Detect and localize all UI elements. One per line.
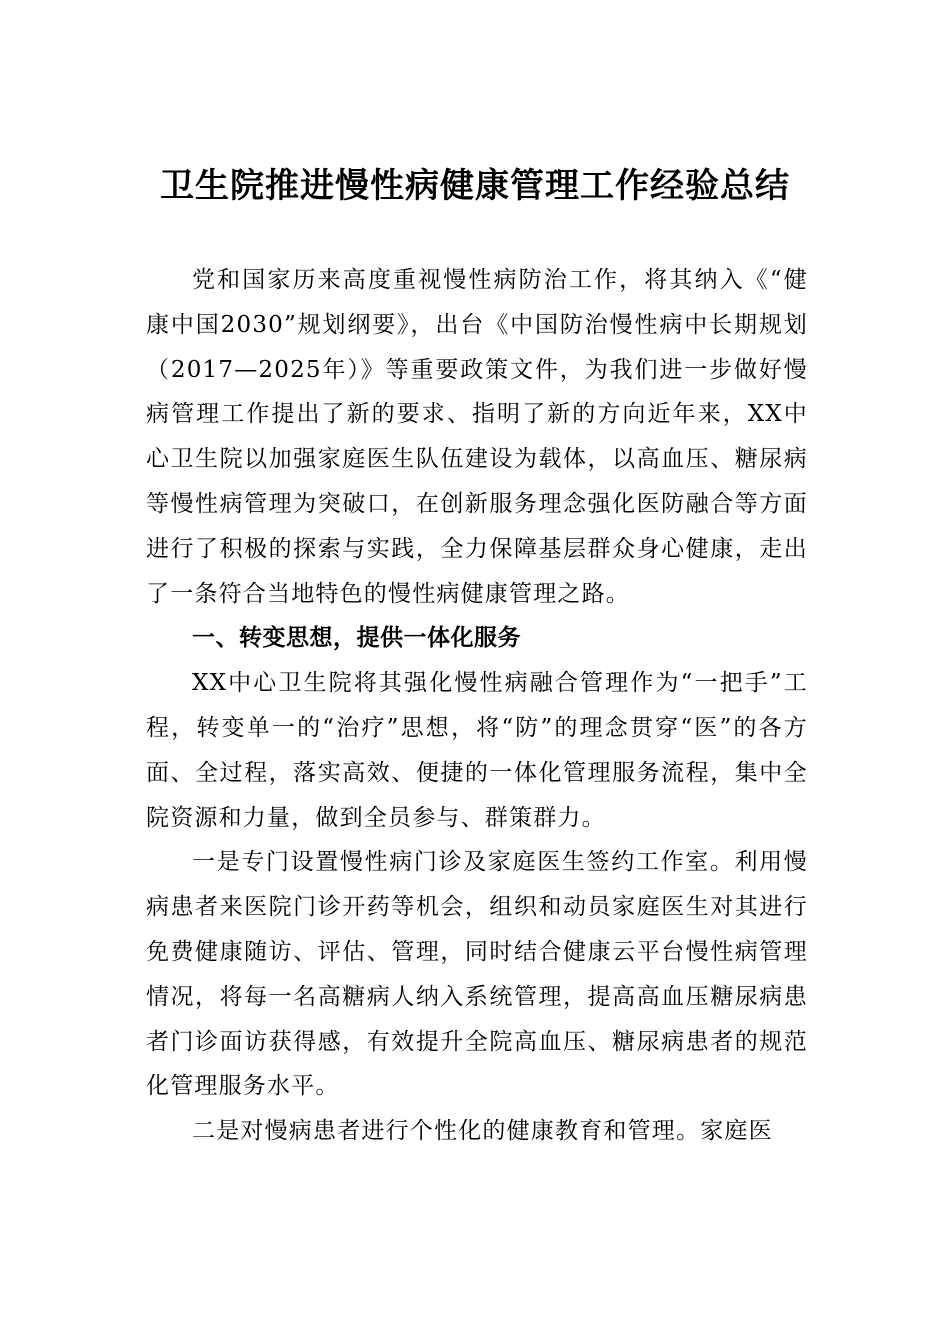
body-paragraph: 一是专门设置慢性病门诊及家庭医生签约工作室。利用慢病患者来医院门诊开药等机会，组织和动员家庭医生对其进行免费健康随访、评估、管理，同时结合健康云平台慢性病管理情况，将每一名高糖病人纳入系统管理，提高高血压糖尿病患者门诊面访获得感，有效提升全院高血压、糖尿病患者的规范化管理服务水平。 bbox=[146, 849, 808, 1100]
document-title: 卫生院推进慢性病健康管理工作经验总结 bbox=[160, 166, 790, 206]
section-heading: 一、转变思想，提供一体化服务 bbox=[192, 625, 521, 652]
intro-paragraph: 党和国家历来高度重视慢性病防治工作，将其纳入《“健康中国2030”规划纲要》，出台《中国防治慢性病中长期规划（2017—2025年）》等重要政策文件，为我们进一步做好慢病管理工作提出了新的要求、指明了新的方向近年来，XX中心卫生院以加强家庭医生队伍建设为载体，以高血压、糖尿病等慢性病管理为突破口，在创新服务理念强化医防融合等方面进行了积极的探索与实践，全力保障基层群众身心健康，走出了一条符合当地特色的慢性病健康管理之路。 bbox=[146, 267, 808, 607]
body-paragraph: XX中心卫生院将其强化慢性病融合管理作为“一把手”工程，转变单一的“治疗”思想，将“防”的理念贯穿“医”的各方面、全过程，落实高效、便捷的一体化管理服务流程，集中全院资源和力量，做到全员参与、群策群力。 bbox=[146, 670, 808, 831]
document-body bbox=[146, 258, 808, 1154]
body-paragraph: 二是对慢病患者进行个性化的健康教育和管理。家庭医 bbox=[192, 1118, 773, 1145]
